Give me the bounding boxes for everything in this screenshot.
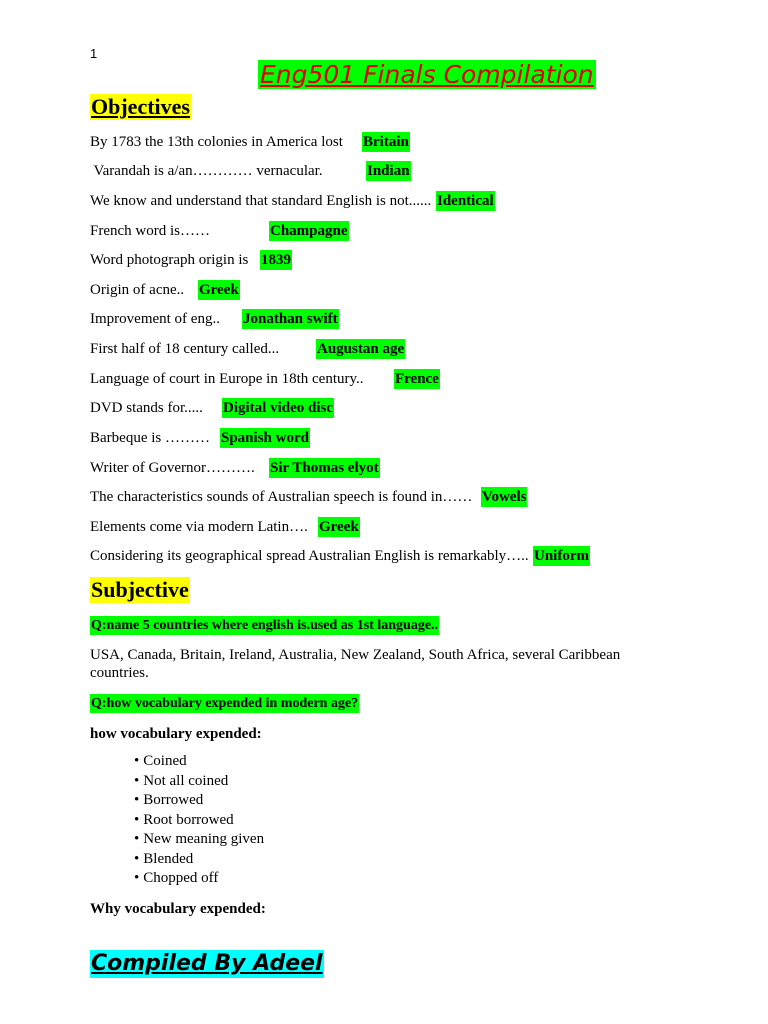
bullet-icon: • <box>134 753 140 769</box>
objective-question: The characteristics sounds of Australian speech is found in…… <box>90 489 473 505</box>
bullet-icon: • <box>134 792 140 808</box>
list-item <box>134 869 264 889</box>
objective-row <box>90 191 431 211</box>
bullet-icon: • <box>134 811 140 828</box>
objective-row <box>90 132 343 152</box>
objective-row <box>90 250 248 270</box>
objective-row <box>90 487 472 507</box>
objective-question: Varandah is a/an………… vernacular. <box>90 163 323 179</box>
list-item-text: Blended <box>143 850 194 867</box>
objective-question: Language of court in Europe in 18th century.. <box>90 371 364 387</box>
why-heading: Why vocabulary expended: <box>90 901 266 917</box>
objective-question: Origin of acne.. <box>90 282 185 298</box>
document-title: Eng501 Finals Compilation <box>260 60 594 89</box>
objective-answer: Identical <box>437 193 494 209</box>
list-item <box>134 850 264 870</box>
objective-answer: Champagne <box>270 223 348 239</box>
objective-row <box>90 309 220 329</box>
objective-question: Word photograph origin is <box>90 252 249 268</box>
objective-answer: Britain <box>363 134 409 150</box>
objective-answer: Vowels <box>482 489 527 505</box>
objective-answer: Uniform <box>534 548 589 564</box>
objective-answer: Augustan age <box>317 341 405 357</box>
objective-answer: Greek <box>319 519 359 535</box>
objective-row <box>90 339 279 359</box>
title-wrap <box>258 60 658 92</box>
bullet-icon: • <box>134 870 140 886</box>
objective-question: By 1783 the 13th colonies in America lost <box>90 134 343 150</box>
objective-row <box>90 546 529 566</box>
bullet-icon: • <box>134 831 140 847</box>
list-item <box>134 811 264 831</box>
objective-row <box>90 161 323 181</box>
objective-answer: Sir Thomas elyot <box>270 460 379 476</box>
objective-question: French word is…… <box>90 223 210 239</box>
list-item-text: Chopped off <box>143 870 219 886</box>
objective-answer: Spanish word <box>221 430 309 446</box>
objective-question: Barbeque is ……… <box>90 430 210 446</box>
list-item-text: Borrowed <box>143 792 204 808</box>
objective-question: Writer of Governor………. <box>90 460 255 476</box>
how-heading: how vocabulary expended: <box>90 726 262 742</box>
objective-question: Considering its geographical spread Australian English is remarkably….. <box>90 548 529 564</box>
subjective-heading: Subjective <box>91 577 189 602</box>
list-item-text: Not all coined <box>143 772 229 789</box>
page-number: 1 <box>90 46 98 61</box>
list-item <box>134 752 264 772</box>
bullet-icon: • <box>134 772 140 789</box>
bullet-icon: • <box>134 850 140 867</box>
list-item <box>134 772 264 792</box>
objective-row <box>90 428 210 448</box>
list-item-text: Root borrowed <box>143 811 234 828</box>
list-item-text: Coined <box>143 753 187 769</box>
objective-row <box>90 280 184 300</box>
subjective-answer-1: USA, Canada, Britain, Ireland, Australia, New Zealand, South Africa, several Caribbean countries. <box>90 647 621 681</box>
list-item <box>134 830 264 850</box>
list-item <box>134 791 264 811</box>
objective-answer: Digital video disc <box>223 400 334 416</box>
objective-question: DVD stands for..... <box>90 400 203 416</box>
objective-answer: Frence <box>395 371 439 387</box>
objective-row <box>90 221 210 241</box>
objective-question: We know and understand that standard English is not...... <box>90 193 432 209</box>
list-item-text: New meaning given <box>143 831 265 847</box>
objectives-heading: Objectives <box>91 94 190 119</box>
objective-question: First half of 18 century called... <box>90 341 280 357</box>
objective-answer: 1839 <box>261 252 291 268</box>
objective-row <box>90 398 203 418</box>
subjective-question-1: Q:name 5 countries where english is.used as 1st language.. <box>91 618 439 633</box>
objective-row <box>90 458 255 478</box>
bullet-list <box>134 752 264 889</box>
objective-question: Elements come via modern Latin…. <box>90 519 308 535</box>
objective-row <box>90 517 308 537</box>
footer-credit: Compiled By Adeel <box>91 951 323 976</box>
objective-answer: Indian <box>367 163 410 179</box>
objective-row <box>90 369 364 389</box>
objective-answer: Greek <box>199 282 239 298</box>
objective-answer: Jonathan swift <box>243 311 338 327</box>
subjective-question-2: Q:how vocabulary expended in modern age? <box>91 696 359 711</box>
objective-question: Improvement of eng.. <box>90 311 220 327</box>
